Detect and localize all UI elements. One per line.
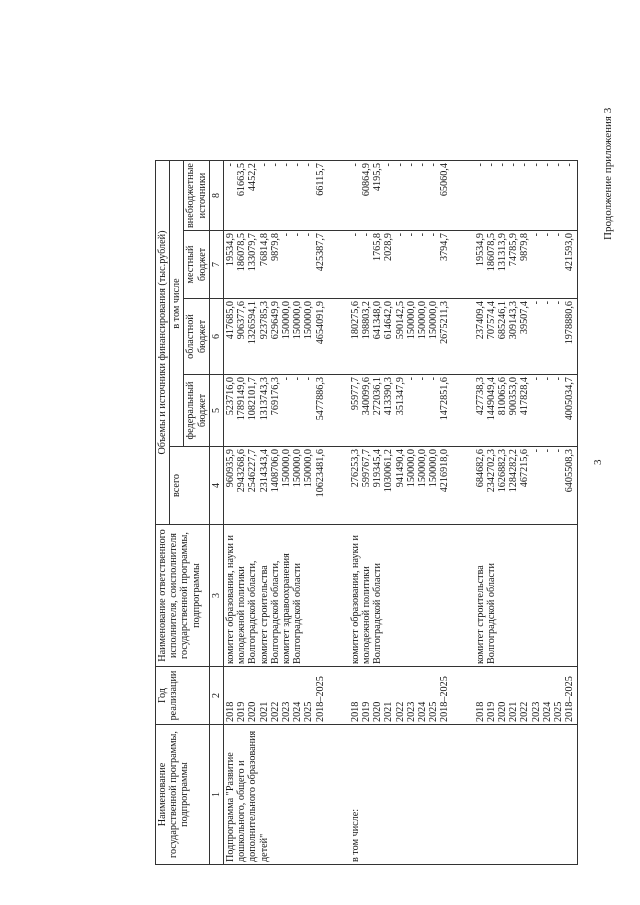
col-number: 8 — [209, 161, 223, 231]
header-local: местный бюджет — [184, 231, 209, 299]
local-cell: - - 1765,8 2028,9 - - - - 3794,7 — [349, 231, 452, 299]
table-row — [224, 161, 327, 865]
header-year: Год реализации — [156, 667, 210, 725]
total-cell: 960935,9 2943268,6 2546227,7 2314343,4 1408706,0 150000,0 150000,0 150000,0 10623481,6 — [224, 447, 327, 525]
federal-cell: 427738,3 1449049,4 810065,6 900353,0 417828,4 - - - 4005034,7 — [474, 375, 577, 447]
including-label: в том числе: — [349, 725, 452, 865]
federal-cell: 95977,7 340099,6 272036,1 413390,3 351347,9 - - - 1472851,6 — [349, 375, 452, 447]
total-cell: 276253,3 599767,7 919345,4 1030061,2 941490,4 150000,0 150000,0 150000,0 4216918,0 — [349, 447, 452, 525]
years-cell: 2018 2019 2020 2021 2022 2023 2024 2025 2018–2025 — [224, 667, 327, 725]
col-number: 1 — [209, 725, 223, 865]
table-row — [349, 161, 452, 865]
local-cell: 19534,9 186078,5 133079,7 76814,8 9879,8 - - - 425387,7 — [224, 231, 327, 299]
header-volume: Объемы и источники финансирования (тыс.рублей) — [156, 161, 170, 525]
local-cell: 19534,9 186078,5 131313,9 74785,9 9879,8 - - - 421593,0 — [474, 231, 577, 299]
years-cell: 2018 2019 2020 2021 2022 2023 2024 2025 2018–2025 — [349, 667, 452, 725]
regional-cell: 417685,0 906377,6 1326594,1 923785,3 629649,9 150000,0 150000,0 150000,0 4654091,9 — [224, 299, 327, 375]
col-number: 3 — [209, 525, 223, 667]
regional-cell: 180275,6 198803,2 641348,0 614642,0 590142,5 150000,0 150000,0 150000,0 2675211,3 — [349, 299, 452, 375]
col-number: 2 — [209, 667, 223, 725]
extra-cell: - - - - - - - - - — [474, 161, 577, 231]
table-row — [474, 161, 577, 865]
program-name: Подпрограмма "Развитие дошкольного, общего и дополнительного образования детей" — [224, 725, 327, 865]
total-cell: 684682,6 2342702,3 1626882,3 1284282,2 467215,6 - - - 6405508,3 — [474, 447, 577, 525]
header-federal: федеральный бюджет — [184, 375, 209, 447]
page-number: 3 — [592, 459, 604, 465]
executor-cell: комитет образования, науки и молодежной политики Волгоградской области — [349, 525, 452, 667]
header-executor: Наименование ответственного исполнителя, соисполнителя государственной программы, подпрограммы — [156, 525, 210, 667]
header-extra: внебюджетные источники — [184, 161, 209, 231]
header-name: Наименование государственной программы, подпрограммы — [156, 725, 210, 865]
col-number: 4 — [209, 447, 223, 525]
federal-cell: 523716,0 1789149,0 1082101,7 1313743,3 769176,3 - - - 5477886,3 — [224, 375, 327, 447]
years-cell: 2018 2019 2020 2021 2022 2023 2024 2025 2018–2025 — [474, 667, 577, 725]
executor-cell: комитет образования, науки и молодежной политики Волгоградской области, комитет строительства Волгоградской области, комитет здравоохранения Волгоградской области — [224, 525, 327, 667]
extra-cell: - 61663,5 4452,2 - - - - - 66115,7 — [224, 161, 327, 231]
financing-table — [155, 160, 578, 865]
header-regional: областной бюджет — [184, 299, 209, 375]
regional-cell: 237409,4 707574,4 685246,1 309143,3 39507,4 - - - 1978880,6 — [474, 299, 577, 375]
executor-cell: комитет строительства Волгоградской области — [474, 525, 577, 667]
col-number: 6 — [209, 299, 223, 375]
header-total: всего — [170, 447, 210, 525]
program-name — [474, 725, 577, 865]
continuation-label: Продолжение приложения 3 — [602, 107, 614, 240]
col-number: 5 — [209, 375, 223, 447]
col-number: 7 — [209, 231, 223, 299]
header-including: в том числе — [170, 161, 184, 447]
extra-cell: - 60864,9 4195,5 - - - - - 65060,4 — [349, 161, 452, 231]
